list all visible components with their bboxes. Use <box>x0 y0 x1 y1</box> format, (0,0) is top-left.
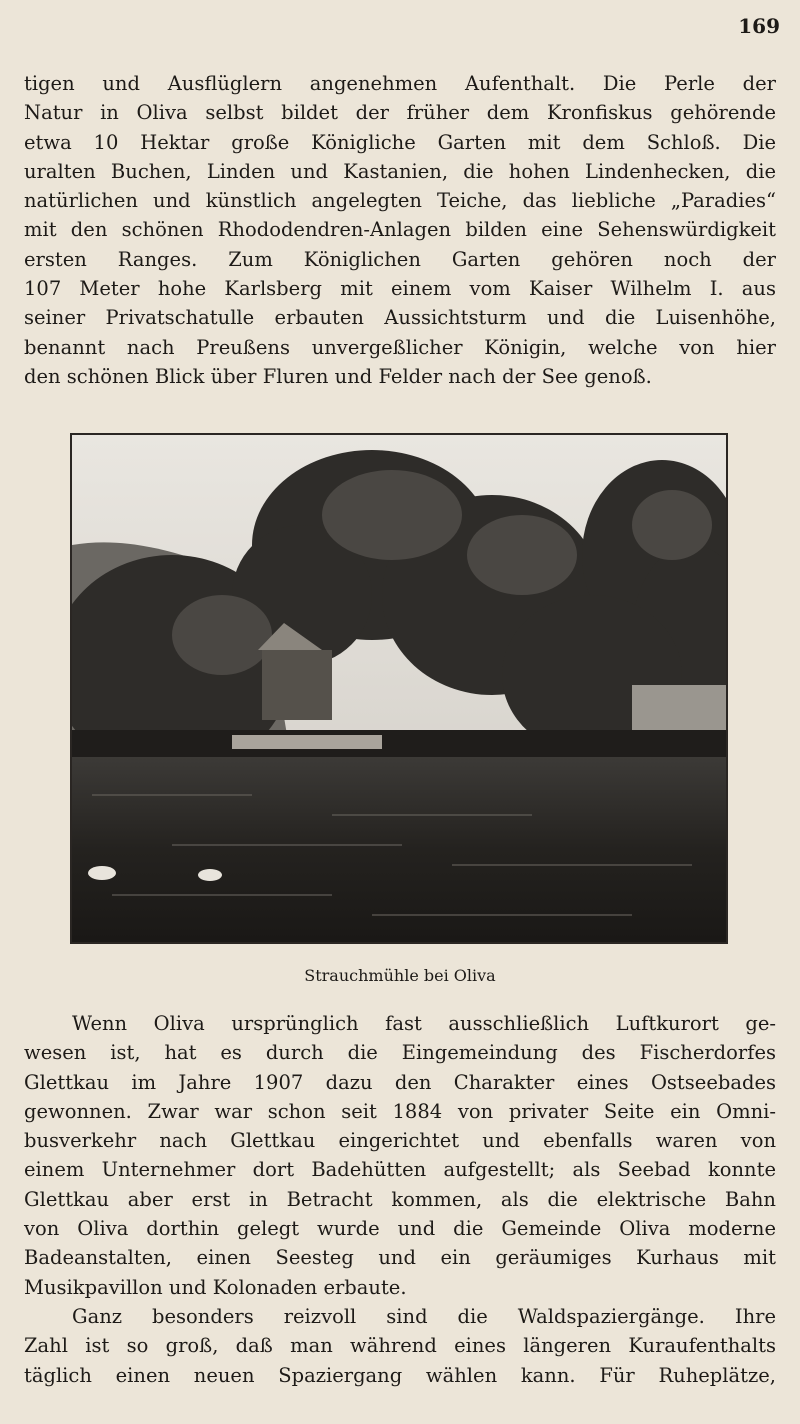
text-line: seiner Privatschatulle erbauten Aussichtsturm und die Luisenhöhe, <box>24 306 776 330</box>
photo-strauchmuehle <box>70 433 728 944</box>
text-line: 107 Meter hohe Karlsberg mit einem vom Kaiser Wilhelm I. aus <box>24 277 776 301</box>
text-line: tigen und Ausflüglern angenehmen Aufenthalt. Die Perle der <box>24 72 776 95</box>
text-line: etwa 10 Hektar große Königliche Garten mit dem Schloß. Die <box>24 130 776 154</box>
text-line: Ganz besonders reizvoll sind die Waldspaziergänge. Ihre <box>72 1304 776 1328</box>
text-line: Glettkau aber erst in Betracht kommen, als die elektrische Bahn <box>24 1187 776 1211</box>
text-line: benannt nach Preußens unvergeßlicher Königin, welche von hier <box>24 335 776 359</box>
text-line: Glettkau im Jahre 1907 dazu den Charakter eines Ostseebades <box>24 1070 776 1094</box>
text-line: Natur in Oliva selbst bildet der früher dem Kronfiskus gehörende <box>24 101 776 125</box>
text-line: natürlichen und künstlich angelegten Teiche, das liebliche „Paradies“ <box>24 189 776 213</box>
text-line: täglich einen neuen Spaziergang wählen kann. Für Ruheplätze, <box>24 1363 776 1387</box>
text-line: gewonnen. Zwar war schon seit 1884 von privater Seite ein Omni- <box>24 1099 776 1123</box>
page-number: 169 <box>738 14 780 38</box>
text-line: von Oliva dorthin gelegt wurde und die Gemeinde Oliva moderne <box>24 1217 776 1241</box>
text-line: den schönen Blick über Fluren und Felder nach der See genoß. <box>24 364 652 388</box>
text-line: ersten Ranges. Zum Königlichen Garten gehören noch der <box>24 247 776 271</box>
text-line: uralten Buchen, Linden und Kastanien, die hohen Lindenhecken, die <box>24 159 776 183</box>
text-line: Wenn Oliva ursprünglich fast ausschließlich Luftkurort ge- <box>72 1012 776 1035</box>
text-line: Musikpavillon und Kolonaden erbaute. <box>24 1275 407 1299</box>
text-line: Badeanstalten, einen Seesteg und ein geräumiges Kurhaus mit <box>24 1246 776 1270</box>
figure-caption: Strauchmühle bei Oliva <box>304 966 496 985</box>
text-line: busverkehr nach Glettkau eingerichtet und ebenfalls waren von <box>24 1129 776 1153</box>
text-line: mit den schönen Rhododendren-Anlagen bilden eine Sehenswürdigkeit <box>24 218 776 242</box>
text-line: Zahl ist so groß, daß man während eines längeren Kuraufenthalts <box>24 1334 776 1358</box>
paragraph-2 <box>24 1009 776 1390</box>
text-line: einem Unternehmer dort Badehütten aufgestellt; als Seebad konnte <box>24 1158 776 1182</box>
text-line: wesen ist, hat es durch die Eingemeindung des Fischerdorfes <box>24 1041 776 1065</box>
paragraph-1 <box>24 69 776 391</box>
